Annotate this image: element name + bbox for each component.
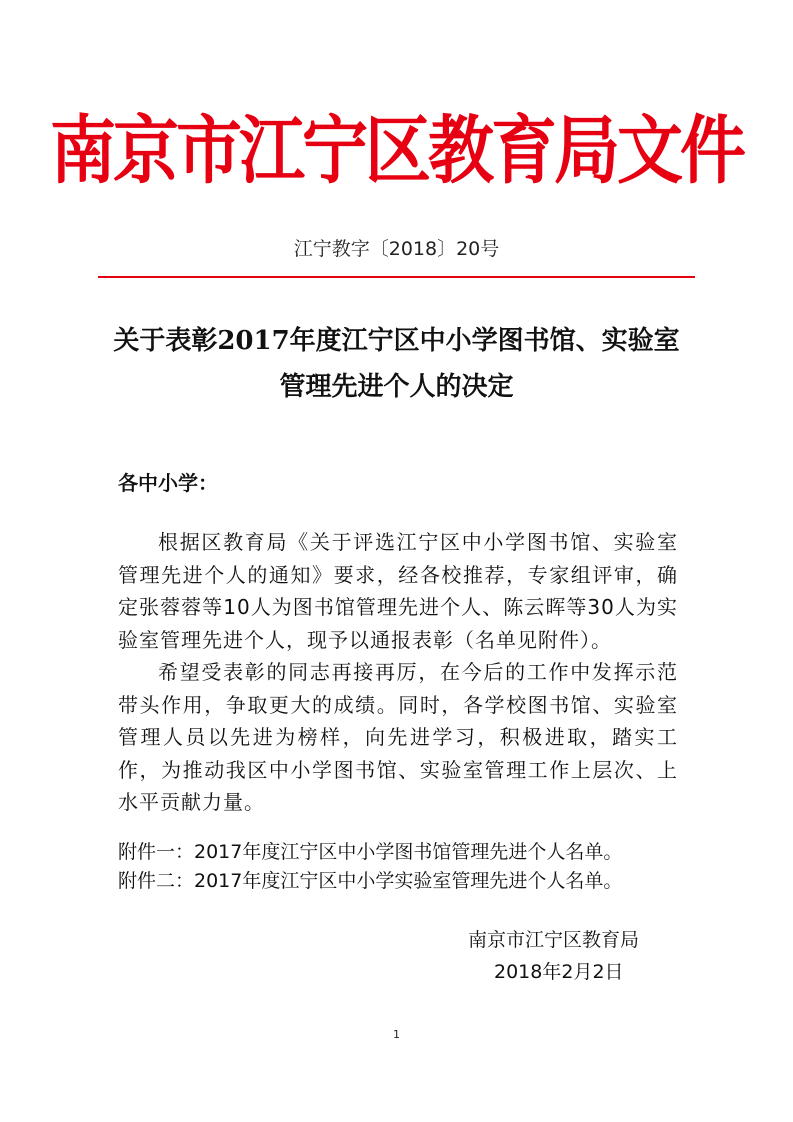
signature-block [440,924,670,988]
page-number: 1 [393,1028,400,1041]
document-number: 江宁教字〔2018〕20号 [293,238,500,260]
body-paragraph-2: 希望受表彰的同志再接再厉，在今后的工作中发挥示范带头作用，争取更大的成绩。同时，各学校图书馆、实验室管理人员以先进为榜样，向先进学习，积极进取，踏实工作，为推动我区中小学图书馆、实验室管理工作上层次、上水平贡献力量。 [118,660,678,814]
body-paragraph-1: 根据区教育局《关于评选江宁区中小学图书馆、实验室管理先进个人的通知》要求，经各校推荐，专家组评审，确定张蓉蓉等10人为图书馆管理先进个人、陈云晖等30人为实验室管理先进个人，现予以通报表彰（名单见附件）。 [118,530,678,652]
issue-date: 2018年2月2日 [494,961,624,983]
title-line-2: 管理先进个人的决定 [279,372,514,402]
title-line-1: 关于表彰2017年度江宁区中小学图书馆、实验室 [113,326,680,356]
attachment-item-2: 附件二：2017年度江宁区中小学实验室管理先进个人名单。 [118,870,623,892]
document-title [0,318,793,410]
attachments-list [118,838,708,896]
document-masthead: 南京市江宁区教育局文件 [50,106,743,194]
document-body [118,526,678,819]
salutation: 各中小学： [118,471,218,495]
red-divider-line [98,276,695,278]
issuing-organization: 南京市江宁区教育局 [468,929,640,951]
attachment-item-1: 附件一：2017年度江宁区中小学图书馆管理先进个人名单。 [118,841,623,863]
